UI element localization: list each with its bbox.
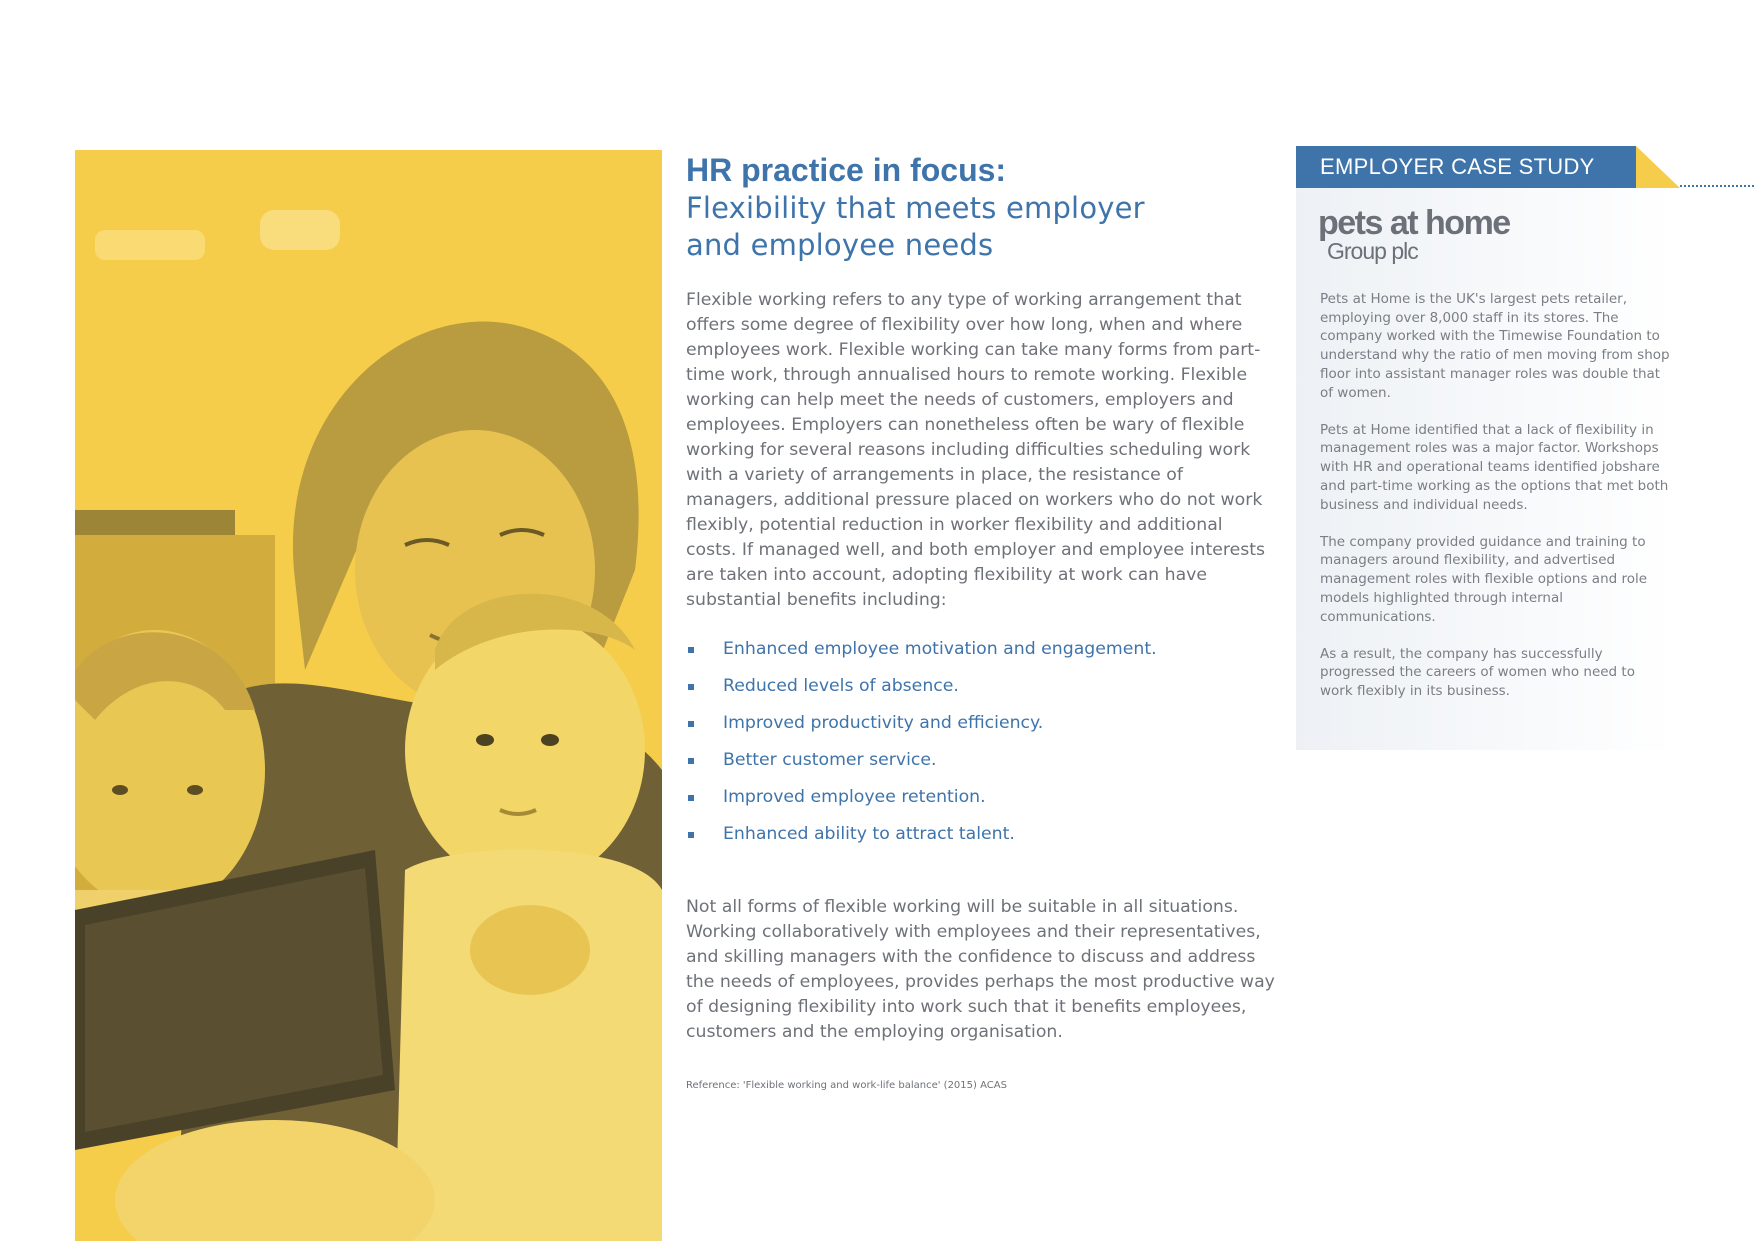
- benefit-text: Reduced levels of absence.: [723, 676, 959, 696]
- article-closing: Not all forms of flexible working will be suitable in all situations. Working collaboratively with employees and their representatives, and skilling managers with the confidence to discuss and address the needs of employees, provides perhaps the most productive way of designing flexibility into work such that it benefits employees, customers and the employing organisation.: [686, 897, 1275, 1042]
- case-study-tab: EMPLOYER CASE STUDY: [1296, 146, 1636, 188]
- pets-at-home-logo: [1318, 206, 1510, 262]
- article-column: [686, 150, 1276, 1093]
- logo-wordmark: pets at home: [1318, 204, 1510, 242]
- benefit-text: Improved employee retention.: [723, 787, 986, 807]
- article-intro: Flexible working refers to any type of working arrangement that offers some degree of flexibility over how long, when and where employees work. Flexible working can take many forms from part-time work, through annualised hours to remote working. Flexible working can help meet the needs of customers, employers and employees. Employers can nonetheless often be wary of flexible working for several reasons including difficulties scheduling work with a variety of arrangements in place, the resistance of managers, additional pressure placed on workers who do not work flexibly, potential reduction in worker flexibility and additional costs. If managed well, and both employer and employee interests are taken into account, adopting flexibility at work can have substantial benefits including:: [686, 290, 1266, 610]
- family-photo: [75, 150, 662, 1241]
- case-study-paragraph: Pets at Home identified that a lack of flexibility in management roles was a major factor. Workshops with HR and operational teams identified jobshare and part-time working as the options that met both business and individual needs.: [1320, 421, 1669, 513]
- benefit-item: [686, 637, 1276, 674]
- bullet-square-icon: [688, 832, 694, 838]
- bullet-square-icon: [688, 758, 694, 764]
- case-study-paragraph: Pets at Home is the UK's largest pets retailer, employing over 8,000 staff in its stores. The company worked with the Timewise Foundation to understand why the ratio of men moving from shop floor into assistant manager roles was double that of women.: [1320, 291, 1670, 401]
- logo-subline: Group plc: [1327, 238, 1418, 264]
- article-heading: HR practice in focus:: [686, 152, 1007, 188]
- benefit-item: [686, 822, 1276, 859]
- bullet-square-icon: [688, 721, 694, 727]
- article-reference: Reference: 'Flexible working and work-life balance' (2015) ACAS: [686, 1080, 1007, 1091]
- case-study-body: [1320, 290, 1670, 719]
- bullet-square-icon: [688, 795, 694, 801]
- benefits-list: [686, 637, 1276, 859]
- article-subheading-line2: and employee needs: [686, 228, 994, 262]
- benefit-text: Enhanced employee motivation and engagement.: [723, 639, 1157, 659]
- benefit-item: [686, 748, 1276, 785]
- benefit-text: Improved productivity and efficiency.: [723, 713, 1044, 733]
- case-study-tab-triangle: [1636, 146, 1680, 188]
- benefit-text: Better customer service.: [723, 750, 937, 770]
- benefit-text: Enhanced ability to attract talent.: [723, 824, 1015, 844]
- article-subheading-line1: Flexibility that meets employer: [686, 191, 1145, 225]
- article-subheading: [686, 190, 1276, 264]
- bullet-square-icon: [688, 647, 694, 653]
- benefit-item: [686, 674, 1276, 711]
- benefit-item: [686, 785, 1276, 822]
- case-study-dotted-rule: [1680, 185, 1754, 187]
- family-photo-illustration: [75, 150, 662, 1241]
- benefit-item: [686, 711, 1276, 748]
- bullet-square-icon: [688, 684, 694, 690]
- case-study-paragraph: The company provided guidance and training to managers around flexibility, and advertised management roles with flexible options and role models highlighted through internal communications.: [1320, 533, 1648, 625]
- case-study-paragraph: As a result, the company has successfully progressed the careers of women who need to work flexibly in its business.: [1320, 645, 1635, 700]
